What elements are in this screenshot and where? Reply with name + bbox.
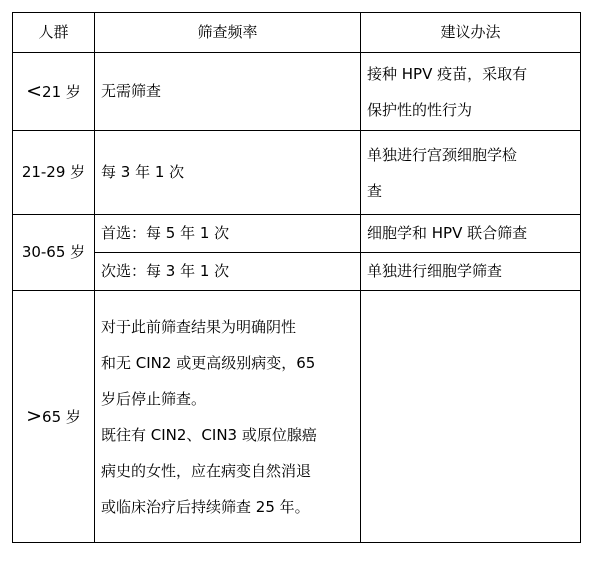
table-row	[13, 131, 581, 215]
frequency-cell	[95, 291, 361, 543]
advice-cell-empty	[361, 291, 581, 543]
frequency-line: 岁后停止筛查。	[101, 389, 207, 408]
table-row	[13, 253, 581, 291]
advice-line: 保护性的性行为	[367, 100, 473, 119]
greater-than-symbol: >	[26, 404, 43, 427]
frequency-cell: 首选：每 5 年 1 次	[95, 215, 361, 253]
table-row	[13, 53, 581, 131]
less-than-symbol: <	[26, 79, 43, 102]
header-advice: 建议办法	[361, 13, 581, 53]
frequency-line: 对于此前筛查结果为明确阴性	[101, 317, 297, 336]
age-cell-under-21	[13, 53, 95, 131]
table-row	[13, 215, 581, 253]
frequency-line: 病史的女性，应在病变自然消退	[101, 461, 312, 480]
advice-line: 查	[367, 181, 383, 200]
advice-cell: 单独进行细胞学筛查	[361, 253, 581, 291]
screening-table	[12, 12, 581, 543]
advice-cell	[361, 131, 581, 215]
age-label: 21 岁	[42, 82, 81, 101]
age-label: 65 岁	[42, 407, 81, 426]
advice-cell	[361, 53, 581, 131]
age-cell-over-65	[13, 291, 95, 543]
frequency-cell: 每 3 年 1 次	[95, 131, 361, 215]
frequency-cell: 无需筛查	[95, 53, 361, 131]
advice-line: 单独进行宫颈细胞学检	[367, 145, 518, 164]
frequency-line: 既往有 CIN2、CIN3 或原位腺癌	[101, 425, 317, 444]
table-row	[13, 291, 581, 543]
frequency-line: 和无 CIN2 或更高级别病变，65	[101, 353, 316, 372]
age-cell-30-65: 30-65 岁	[13, 215, 95, 291]
table-header-row	[13, 13, 581, 53]
header-frequency: 筛查频率	[95, 13, 361, 53]
frequency-line: 或临床治疗后持续筛查 25 年。	[101, 497, 310, 516]
advice-cell: 细胞学和 HPV 联合筛查	[361, 215, 581, 253]
frequency-cell: 次选：每 3 年 1 次	[95, 253, 361, 291]
advice-line: 接种 HPV 疫苗，采取有	[367, 64, 528, 83]
header-age-group: 人群	[13, 13, 95, 53]
age-cell-21-29: 21-29 岁	[13, 131, 95, 215]
